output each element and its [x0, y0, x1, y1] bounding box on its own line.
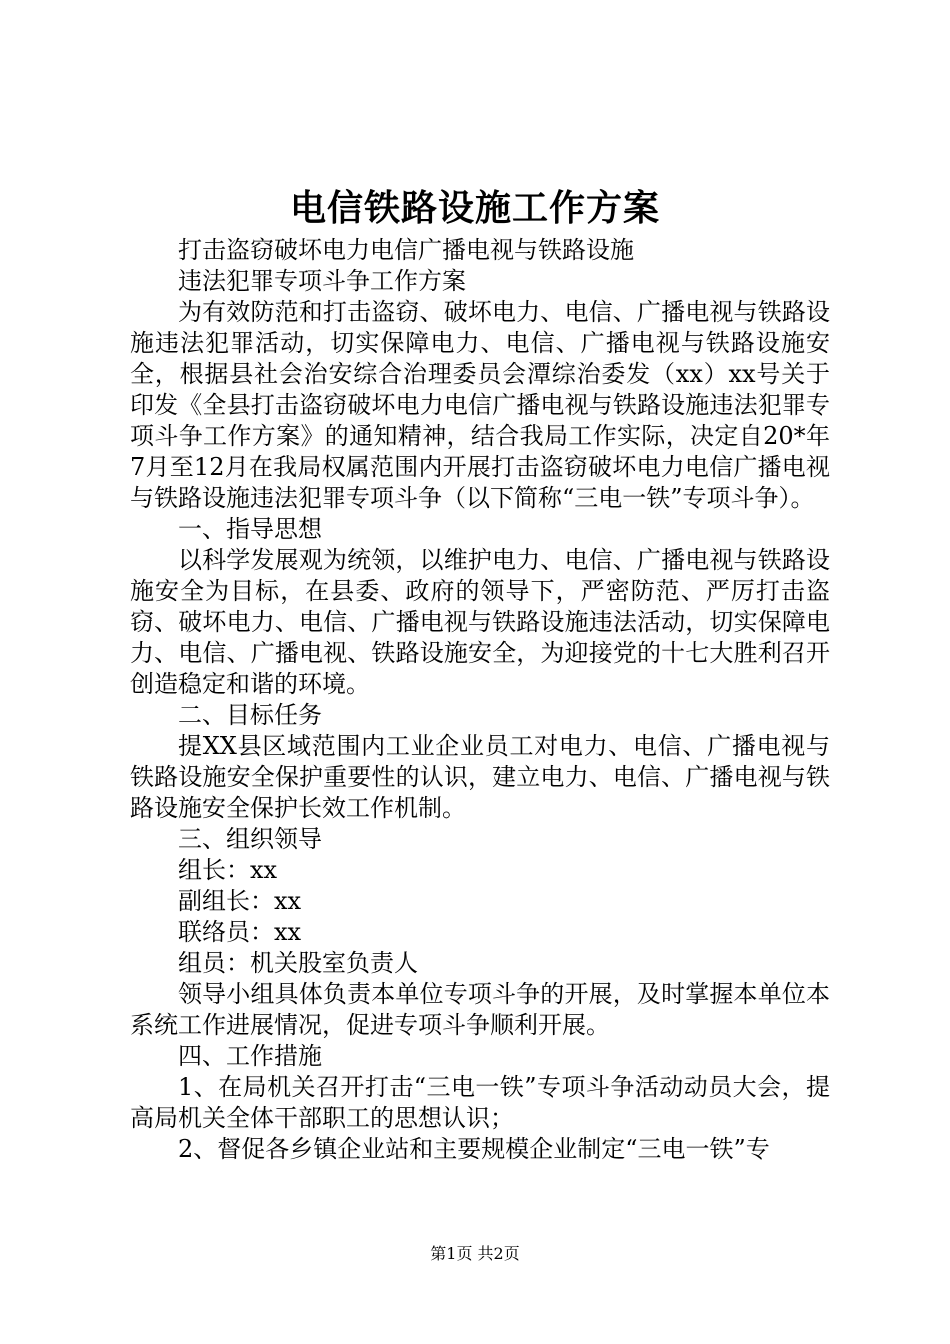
paragraph-measure-1: 1、在局机关召开打击“三电一铁”专项斗争活动动员大会，提高局机关全体干部职工的思想认识； [130, 1073, 830, 1132]
document-body [130, 235, 830, 1165]
paragraph-leadership-duty: 领导小组具体负责本单位专项斗争的开展，及时掌握本单位本系统工作进展情况，促进专项斗争顺利开展。 [130, 980, 830, 1039]
paragraph-guiding-ideology: 以科学发展观为统领，以维护电力、电信、广播电视与铁路设施安全为目标，在县委、政府的领导下，严密防范、严厉打击盗窃、破坏电力、电信、广播电视与铁路设施违法活动，切实保障电力、电信、广播电视、铁路设施安全，为迎接党的十七大胜利召开创造稳定和谐的环境。 [130, 546, 830, 698]
section-heading-4: 四、工作措施 [178, 1042, 322, 1070]
paragraph-heading-line-1: 打击盗窃破坏电力电信广播电视与铁路设施 [178, 236, 634, 264]
paragraph-intro: 为有效防范和打击盗窃、破坏电力、电信、广播电视与铁路设施违法犯罪活动，切实保障电力、电信、广播电视与铁路设施安全，根据县社会治安综合治理委员会潭综治委发（xx）xx号关于印发《全县打击盗窃破坏电力电信广播电视与铁路设施违法犯罪专项斗争工作方案》的通知精神，结合我局工作实际，决定自20*年7月至12月在我局权属范围内开展打击盗窃破坏电力电信广播电视与铁路设施违法犯罪专项斗争（以下简称“三电一铁”专项斗争）。 [130, 298, 830, 512]
section-heading-1: 一、指导思想 [178, 515, 322, 543]
document-title: 电信铁路设施工作方案 [289, 187, 660, 229]
paragraph-heading-line-2: 违法犯罪专项斗争工作方案 [178, 267, 466, 295]
paragraph-members: 组员：机关股室负责人 [178, 949, 418, 977]
paragraph-liaison: 联络员：xx [178, 918, 302, 946]
paragraph-deputy-leader: 副组长：xx [178, 887, 302, 915]
paragraph-leader: 组长：xx [178, 856, 278, 884]
section-heading-2: 二、目标任务 [178, 701, 322, 729]
page-footer: 第1页 共2页 [430, 1244, 520, 1263]
section-heading-3: 三、组织领导 [178, 825, 322, 853]
paragraph-objectives: 提XX县区域范围内工业企业员工对电力、电信、广播电视与铁路设施安全保护重要性的认识，建立电力、电信、广播电视与铁路设施安全保护长效工作机制。 [130, 732, 830, 822]
paragraph-measure-2: 2、督促各乡镇企业站和主要规模企业制定“三电一铁”专 [178, 1135, 770, 1163]
